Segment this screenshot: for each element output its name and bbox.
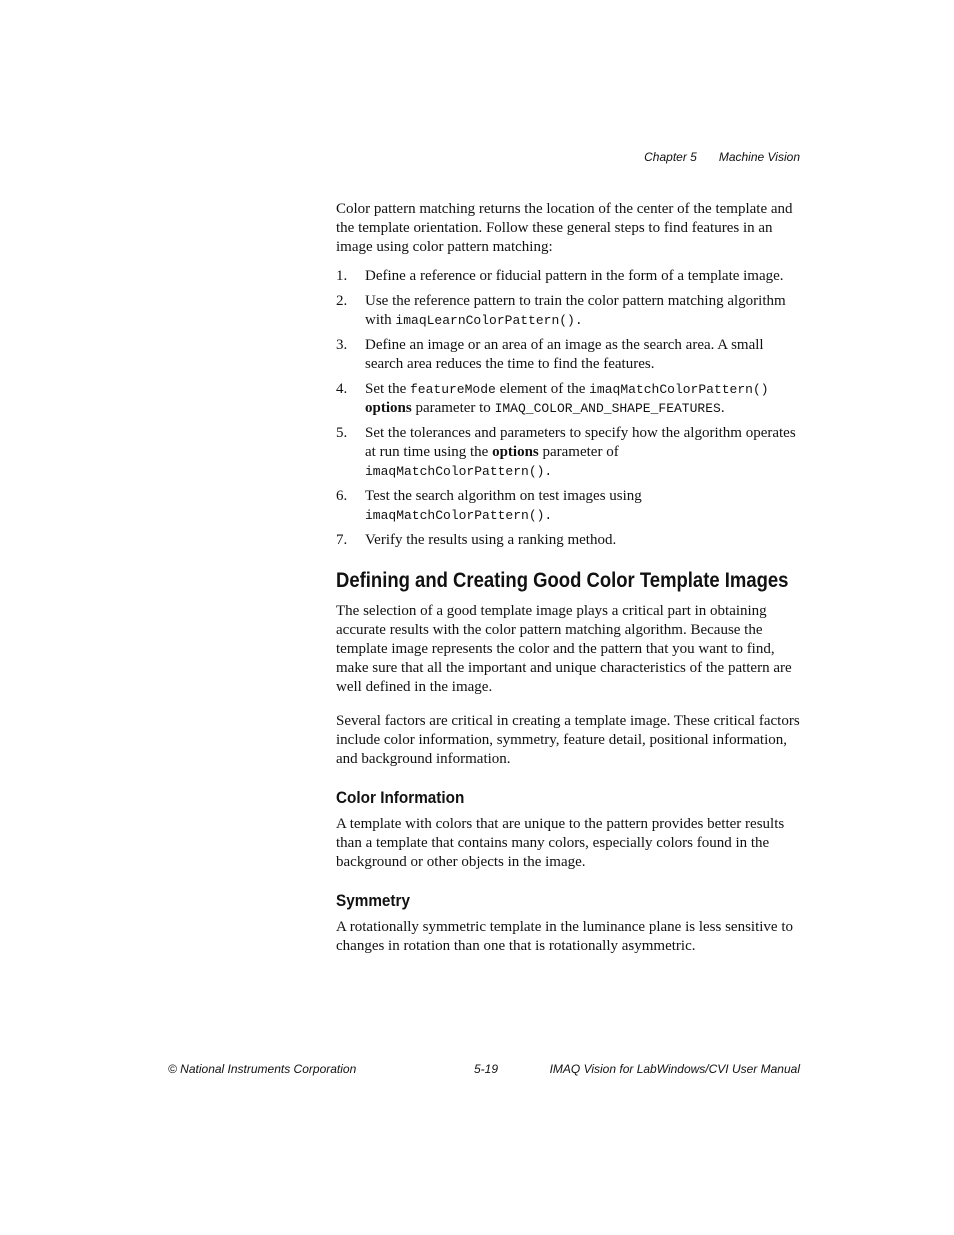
step-number: 2. xyxy=(336,293,348,309)
step-number: 5. xyxy=(336,425,348,441)
bold-term: options xyxy=(365,400,412,416)
code-function: imaqMatchColorPattern(). xyxy=(365,464,553,479)
subsection-heading-color-information: Color Information xyxy=(336,788,465,807)
header-section: Machine Vision xyxy=(718,150,800,164)
section-paragraph: The selection of a good template image plays a critical part in obtaining accurate results with the color pattern matching algorithm. Because the template image represents the color and the pattern that you want to find, make sure that all the important and unique characteristics of the pattern are well defined in the image. xyxy=(336,603,792,695)
step-text: Use the reference pattern to train the color pattern matching algorithm with xyxy=(365,293,786,328)
step-text: element of the xyxy=(495,381,590,397)
code-function: imaqMatchColorPattern(). xyxy=(365,508,553,523)
section-heading: Defining and Creating Good Color Template Images xyxy=(336,569,789,592)
bold-term: options xyxy=(492,444,539,460)
page-body xyxy=(336,200,802,966)
step-text: Set the tolerances and parameters to specify how the algorithm operates at run time using the xyxy=(365,425,796,460)
code-constant: IMAQ_COLOR_AND_SHAPE_FEATURES xyxy=(494,401,721,416)
footer-manual-title: IMAQ Vision for LabWindows/CVI User Manual xyxy=(549,1062,800,1076)
step-text: . xyxy=(720,400,725,416)
list-item xyxy=(336,336,802,374)
step-number: 1. xyxy=(336,268,348,284)
section-paragraph: Several factors are critical in creating a template image. These critical factors include color information, symmetry, feature detail, positional information, and background information. xyxy=(336,713,800,767)
code-function: imaqLearnColorPattern(). xyxy=(395,313,583,328)
list-item xyxy=(336,531,802,550)
list-item xyxy=(336,380,802,418)
code-function: imaqMatchColorPattern() xyxy=(589,382,769,397)
page-number: 5-19 xyxy=(474,1062,499,1076)
subsection-heading-symmetry: Symmetry xyxy=(336,891,410,910)
page-footer xyxy=(168,1062,800,1078)
symmetry-paragraph: A rotationally symmetric template in the luminance plane is less sensitive to changes in rotation than one that is rotationally asymmetric. xyxy=(336,919,793,954)
list-item xyxy=(336,267,802,286)
step-number: 4. xyxy=(336,381,348,397)
step-text: Verify the results using a ranking method. xyxy=(365,532,617,548)
code-element: featureMode xyxy=(410,382,496,397)
step-text: parameter to xyxy=(411,400,495,416)
step-text: Test the search algorithm on test images using xyxy=(365,488,642,504)
step-text: Set the xyxy=(365,381,410,397)
steps-list xyxy=(336,267,802,550)
list-item xyxy=(336,424,802,481)
step-number: 6. xyxy=(336,488,348,504)
footer-copyright: © National Instruments Corporation xyxy=(168,1062,357,1076)
header-chapter: Chapter 5 xyxy=(644,150,697,164)
step-text: Define an image or an area of an image as the search area. A small search area reduces the time to find the features. xyxy=(365,337,764,372)
step-text: Define a reference or fiducial pattern in the form of a template image. xyxy=(365,268,784,284)
step-text: parameter of xyxy=(538,444,619,460)
step-number: 3. xyxy=(336,337,348,353)
list-item xyxy=(336,292,802,330)
step-number: 7. xyxy=(336,532,348,548)
color-information-paragraph: A template with colors that are unique to the pattern provides better results than a template that contains many colors, especially colors found in the background or other objects in the image. xyxy=(336,816,785,870)
list-item xyxy=(336,487,802,525)
running-header xyxy=(600,150,800,164)
intro-paragraph: Color pattern matching returns the location of the center of the template and the template orientation. Follow these general steps to find features in an image using color pattern matching: xyxy=(336,201,793,255)
